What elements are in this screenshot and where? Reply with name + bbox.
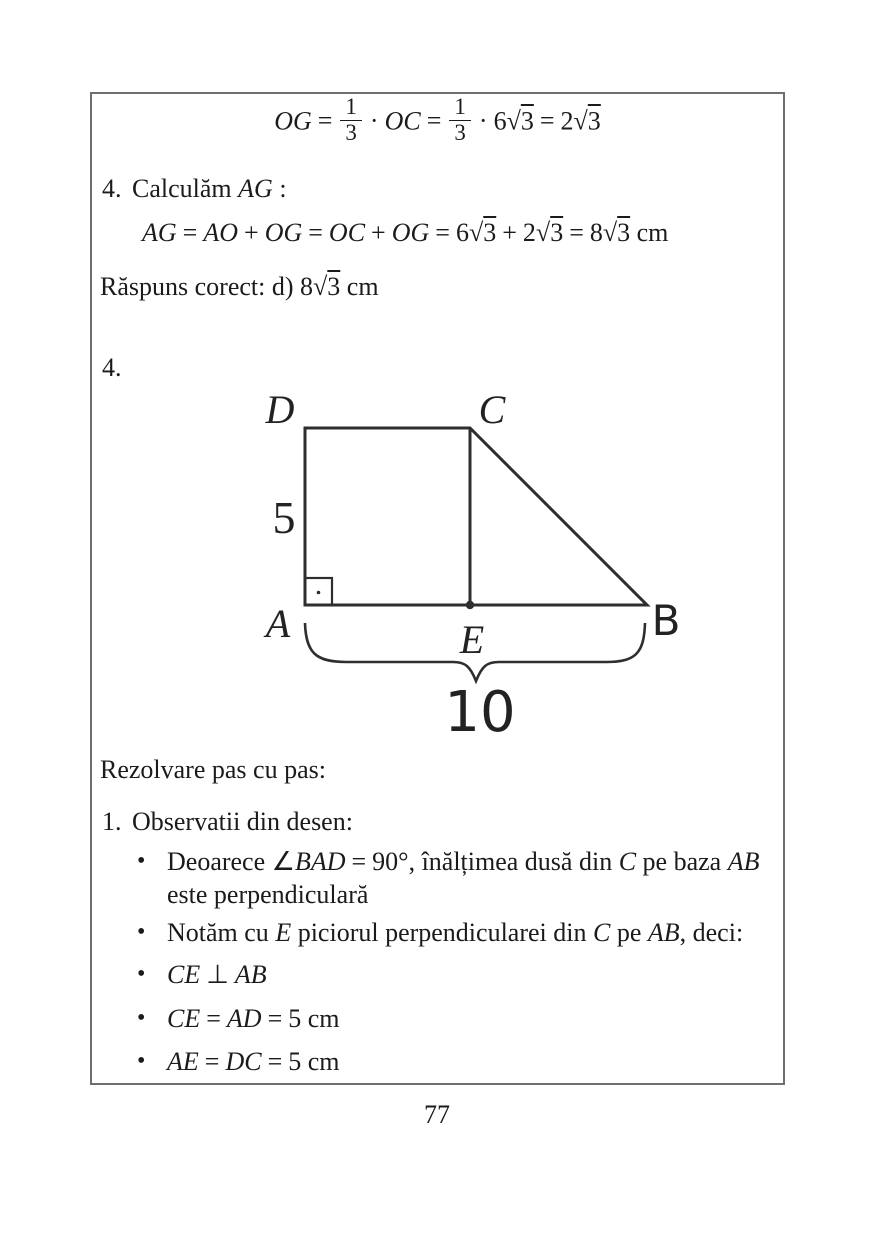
point-label-e: E — [459, 617, 485, 662]
math-token: · — [478, 106, 488, 136]
math-token: pe baza — [636, 847, 728, 876]
sqrt — [313, 272, 340, 301]
math-token: cm — [301, 1004, 340, 1033]
bullet-observation-3 — [137, 958, 767, 991]
math-token: 3 — [617, 218, 631, 247]
math-token: AE — [167, 1047, 199, 1076]
math-token: cm — [301, 1047, 340, 1076]
math-token: ⊥ — [206, 960, 229, 989]
bullet-4-text — [167, 1002, 767, 1035]
sqrt — [469, 218, 496, 247]
math-token: C — [592, 918, 611, 947]
figure-item-number: 4. — [102, 353, 122, 382]
bullet-observation-1 — [137, 845, 767, 911]
math-token: + — [502, 218, 517, 247]
math-token: + — [371, 218, 386, 247]
math-token: 3 — [550, 218, 564, 247]
math-token: 3 — [520, 106, 534, 136]
math-token: OC — [328, 218, 366, 247]
math-token: 8 — [589, 218, 603, 247]
bullet-3-text — [167, 958, 767, 991]
math-token: 2 — [560, 106, 574, 136]
math-token: 3 — [454, 119, 466, 145]
math-token: Notăm cu — [167, 918, 276, 947]
math-token: = — [539, 106, 555, 136]
math-token: 3 — [327, 272, 341, 301]
equation-ag — [142, 218, 668, 248]
fraction — [340, 95, 362, 146]
math-token: CE — [167, 960, 201, 989]
math-token: cm — [340, 272, 379, 301]
list-item-4-calculam — [102, 174, 287, 204]
math-token: Răspuns corect: d) 8 — [100, 272, 314, 301]
math-token: Calculăm — [132, 174, 239, 203]
math-token: AB — [647, 918, 680, 947]
sqrt — [603, 218, 630, 247]
sqrt — [536, 218, 563, 247]
equation-og-tokens — [274, 94, 601, 149]
sqrt — [574, 106, 601, 135]
math-token: piciorul perpendicularei din — [291, 918, 593, 947]
math-token: 1 — [449, 95, 471, 121]
math-token: C — [618, 847, 637, 876]
math-token: 6 — [455, 218, 469, 247]
math-token: · — [369, 106, 379, 136]
trapezoid-outline — [305, 428, 647, 605]
math-token: = — [351, 847, 367, 876]
vertex-label-d: D — [265, 387, 295, 432]
list-item-number: 4. — [102, 174, 122, 203]
step-1-heading — [102, 807, 353, 837]
math-token: = — [317, 106, 333, 136]
math-token: √ — [506, 106, 521, 136]
bullet-1-line-2 — [167, 880, 368, 909]
bullet-observation-4 — [137, 1002, 767, 1035]
bullet-icon: • — [137, 919, 146, 945]
math-token: = — [435, 218, 450, 247]
point-e-dot — [466, 601, 474, 609]
base-length-ab: 10 — [444, 680, 516, 745]
page-number: 77 — [424, 1100, 450, 1129]
math-token: AD — [226, 1004, 262, 1033]
math-token: OG — [264, 218, 303, 247]
math-token: este perpendiculară — [167, 880, 369, 909]
math-token: E — [275, 918, 292, 947]
math-token: 3 — [483, 218, 497, 247]
math-token: √ — [573, 106, 588, 136]
bullet-icon: • — [137, 848, 146, 874]
answer-line — [100, 272, 379, 302]
math-token: : — [272, 174, 287, 203]
bullet-observation-5 — [137, 1045, 767, 1078]
math-token: 90°, înălțimea dusă din — [372, 847, 619, 876]
math-token: = — [308, 218, 323, 247]
bullet-1-text — [167, 845, 767, 911]
math-token: + — [244, 218, 259, 247]
math-token: OG — [274, 106, 312, 136]
math-token: AB — [234, 960, 267, 989]
bullet-icon: • — [137, 1048, 146, 1074]
math-token: 3 — [345, 119, 357, 145]
math-token: = — [182, 218, 198, 247]
step-number: 1. — [102, 807, 122, 836]
math-token: 6 — [493, 106, 507, 136]
bullet-1-line-1 — [167, 847, 759, 876]
math-token: OG — [391, 218, 430, 247]
math-token: 2 — [522, 218, 536, 247]
equation-og — [92, 94, 783, 149]
math-token: AG — [238, 174, 273, 203]
vertex-label-c: C — [478, 387, 506, 432]
math-token: cm — [630, 218, 669, 247]
math-token: = — [267, 1047, 283, 1076]
math-token: = — [569, 218, 584, 247]
math-token: = — [206, 1004, 221, 1033]
right-angle-dot — [317, 591, 321, 595]
math-token: AB — [727, 847, 760, 876]
math-token: 3 — [587, 106, 601, 136]
math-token: AG — [142, 218, 177, 247]
rezolvare-heading: Rezolvare pas cu pas: — [100, 755, 326, 784]
math-token: Deoarece ∠ — [167, 847, 295, 876]
vertex-label-b: B — [651, 596, 681, 645]
math-token: √ — [468, 218, 484, 247]
side-length-ad: 5 — [272, 492, 296, 543]
figure-trapezoid — [252, 385, 702, 747]
math-token: pe — [610, 918, 648, 947]
math-token: = — [267, 1004, 283, 1033]
math-token: , deci: — [679, 918, 744, 947]
bullet-icon: • — [137, 1005, 146, 1031]
bullet-5-text — [167, 1045, 767, 1078]
math-token: 1 — [340, 95, 362, 121]
math-token: OC — [384, 106, 421, 136]
sqrt — [507, 106, 534, 135]
bullet-2-text — [167, 916, 767, 949]
fraction — [449, 95, 471, 146]
math-token: √ — [313, 272, 328, 301]
step-title: Observatii din desen: — [132, 807, 353, 836]
math-token: DC — [225, 1047, 262, 1076]
math-token: BAD — [294, 847, 346, 876]
math-token: = — [204, 1047, 220, 1076]
vertex-label-a: A — [265, 601, 291, 646]
math-token: = — [426, 106, 442, 136]
math-token: AO — [203, 218, 239, 247]
content-border-box — [90, 92, 785, 1085]
calculam-ag-text — [132, 174, 287, 204]
bullet-icon: • — [137, 961, 146, 987]
math-token: √ — [602, 218, 618, 247]
math-token: √ — [535, 218, 551, 247]
math-token: 5 — [288, 1047, 302, 1076]
math-token: CE — [167, 1004, 201, 1033]
bullet-observation-2 — [137, 916, 767, 949]
math-token: 5 — [288, 1004, 302, 1033]
